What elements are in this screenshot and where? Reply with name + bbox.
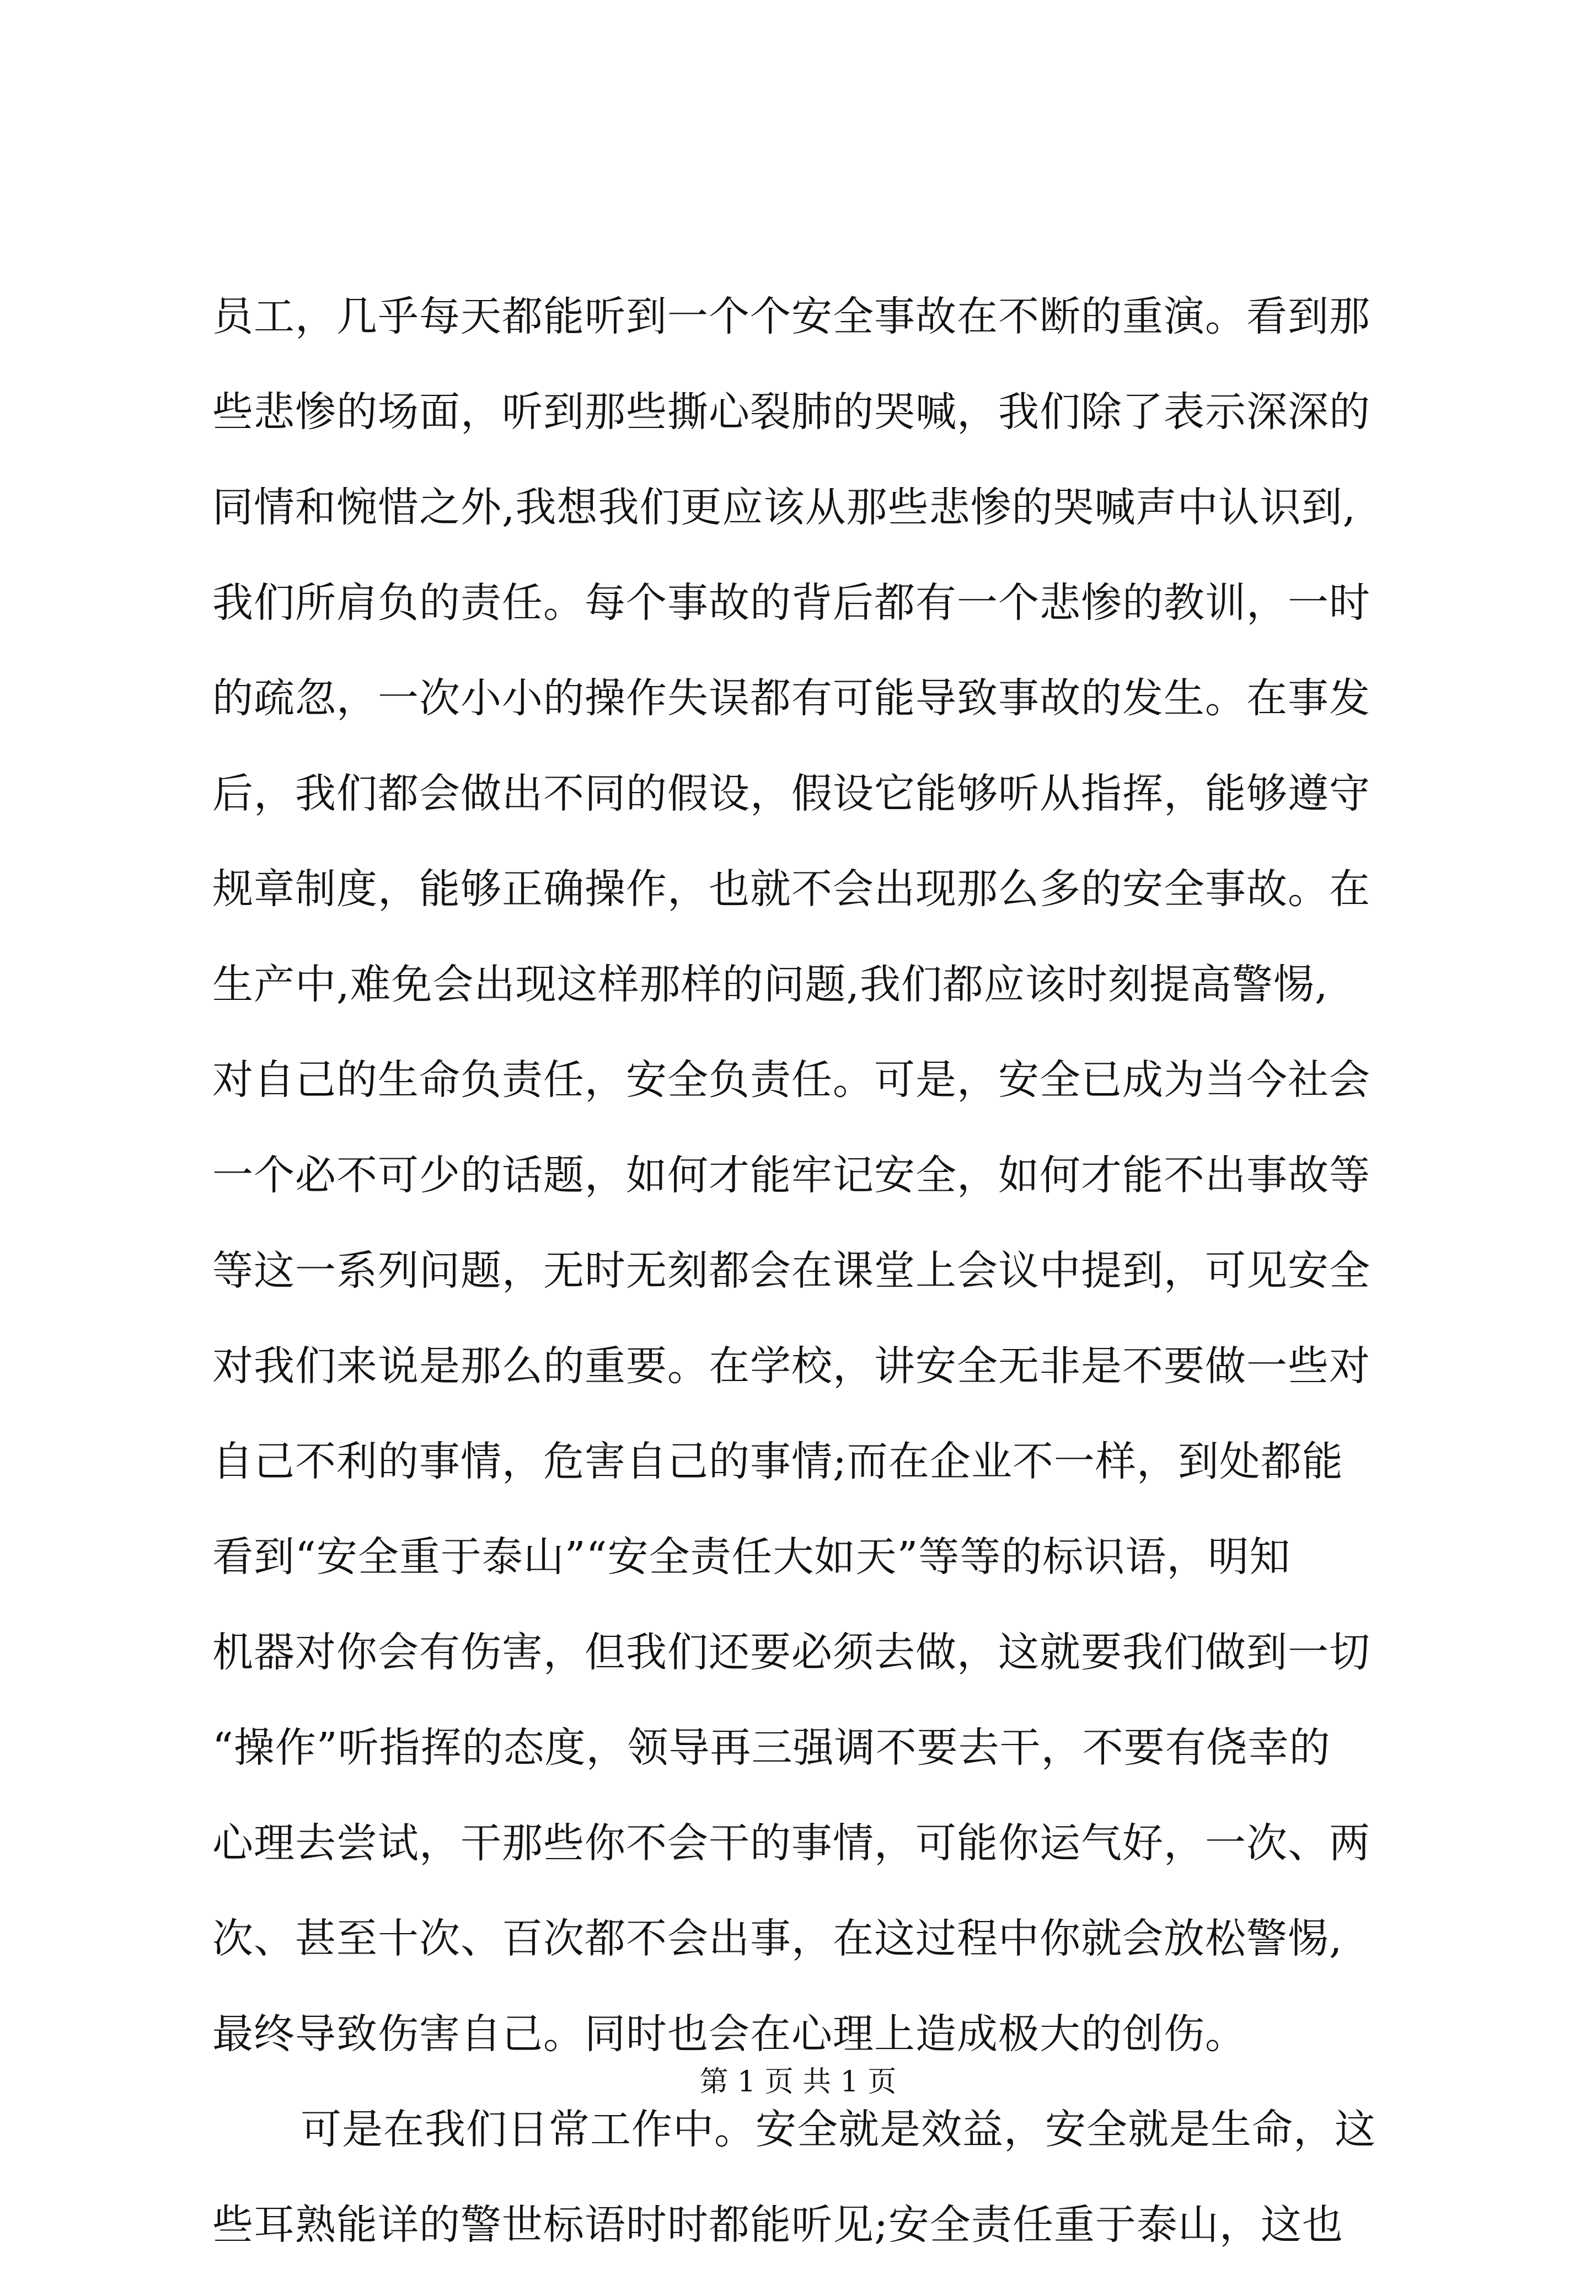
page-number-footer: 第 1 页 共 1 页 bbox=[699, 2065, 897, 2099]
text-line: 生产中,难免会出现这样那样的问题,我们都应该时刻提高警惕, bbox=[212, 961, 1329, 1008]
text-line: 机器对你会有伤害，但我们还要必须去做，这就要我们做到一切 bbox=[212, 1629, 1370, 1676]
text-line: 对我们来说是那么的重要。在学校，讲安全无非是不要做一些对 bbox=[212, 1342, 1370, 1390]
text-line: 心理去尝试，干那些你不会干的事情，可能你运气好，一次、两 bbox=[212, 1819, 1370, 1867]
text-line: “操作”听指挥的态度，领导再三强调不要去干，不要有侥幸的 bbox=[212, 1724, 1331, 1771]
text-line: 些耳熟能详的警世标语时时都能听见;安全责任重于泰山，这也 bbox=[212, 2201, 1343, 2249]
text-line: 次、甚至十次、百次都不会出事，在这过程中你就会放松警惕, bbox=[212, 1915, 1343, 1962]
body-text bbox=[212, 292, 1448, 2296]
text-line: 对自己的生命负责任，安全负责任。可是，安全已成为当今社会 bbox=[212, 1056, 1370, 1104]
text-line: 些悲惨的场面，听到那些撕心裂肺的哭喊，我们除了表示深深的 bbox=[212, 388, 1370, 436]
text-line: 员工，几乎每天都能听到一个个安全事故在不断的重演。看到那 bbox=[212, 293, 1370, 340]
text-line: 的疏忽，一次小小的操作失误都有可能导致事故的发生。在事发 bbox=[212, 675, 1370, 722]
text-line: 等这一系列问题，无时无刻都会在课堂上会议中提到，可见安全 bbox=[212, 1247, 1370, 1294]
text-line: 规章制度，能够正确操作，也就不会出现那么多的安全事故。在 bbox=[212, 865, 1370, 913]
paragraph-start-line: 可是在我们日常工作中。安全就是效益，安全就是生命，这 bbox=[301, 2106, 1376, 2153]
text-line: 看到“安全重于泰山”“安全责任大如天”等等的标识语，明知 bbox=[212, 1533, 1291, 1581]
text-line: 后，我们都会做出不同的假设，假设它能够听从指挥，能够遵守 bbox=[212, 770, 1370, 817]
text-line: 最终导致伤害自己。同时也会在心理上造成极大的创伤。 bbox=[212, 2010, 1246, 2058]
text-line: 一个必不可少的话题，如何才能牢记安全，如何才能不出事故等 bbox=[212, 1152, 1370, 1199]
text-line: 我们所肩负的责任。每个事故的背后都有一个悲惨的教训，一时 bbox=[212, 579, 1370, 627]
text-line: 自己不利的事情，危害自己的事情;而在企业不一样，到处都能 bbox=[212, 1438, 1343, 1485]
text-line: 同情和惋惜之外,我想我们更应该从那些悲惨的哭喊声中认识到, bbox=[212, 484, 1357, 531]
